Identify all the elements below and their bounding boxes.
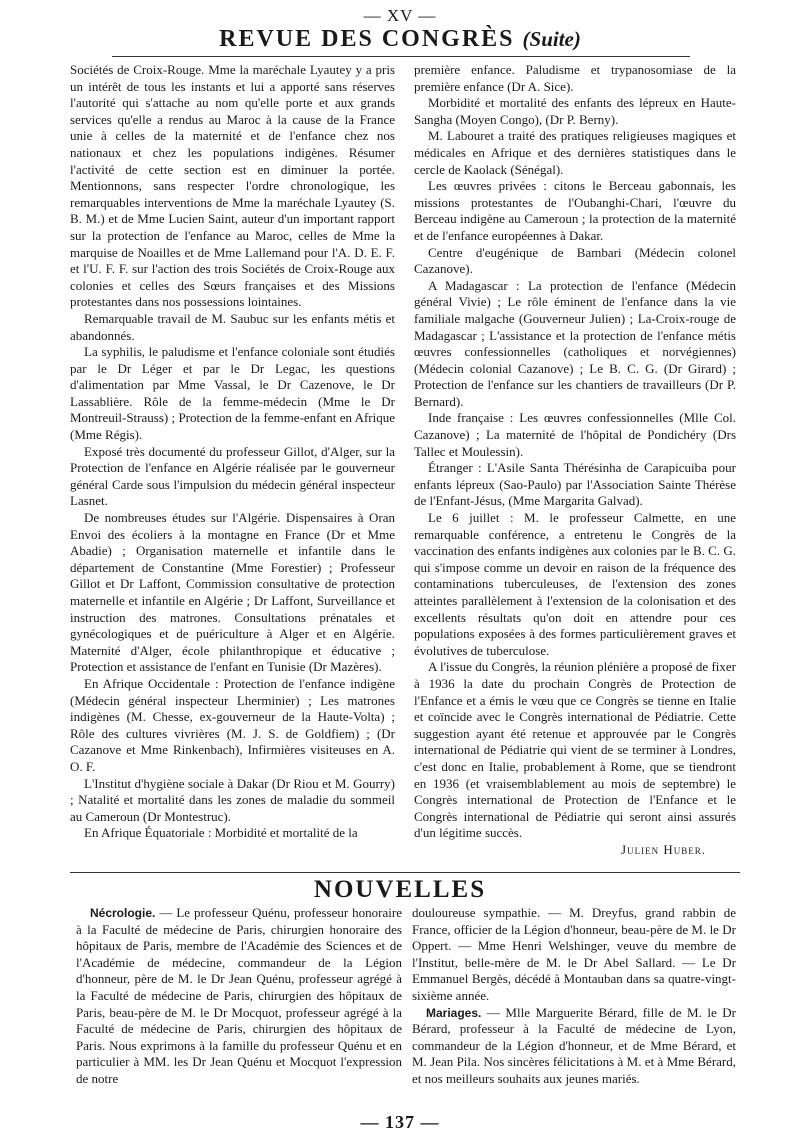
paragraph: La syphilis, le paludisme et l'enfance coloniale sont étudiés par le Dr Léger et par le Dr Legac, les questions d'alimentation par Mme Vassal, le Dr Cazenove, le Dr Lassablière. Rôle de la femme-médecin (Mme le Dr Montreuil-Strauss) ; Protection de la femme-enfant en Afrique (Mme Régis). — [70, 344, 395, 443]
paragraph: Sociétés de Croix-Rouge. Mme la maréchale Lyautey y a pris un intérêt de tous les instants et lui a apporté sans réserves l'autorité qui s'attache au nom qu'elle porte et aux grands services qu'elle a rendus au Maroc à la cause de la France unie à celles de la maternité et de l'enfance chez nos nationaux et chez les populations indigènes. Résumer l'activité de cette section est en diminuer la portée. Mentionnons, sans respecter l'ordre chronologique, les remarquables interventions de Mme la maréchale Lyautey (S. B. M.) et de Mme Lucien Saint, auteur d'un important rapport sur la protection de l'enfance au Maroc, celles de Mme la marquise de Noailles et de Mme Lallemand pour l'A. D. E. F. et l'U. F. F. sur l'action des trois Sociétés de Croix-Rouge aux colonies et celles des Sœurs françaises et des Missions protestantes dans nos possessions lointaines. — [70, 62, 395, 310]
author-signature: Julien Huber. — [621, 841, 706, 857]
nouvelles-left-column — [76, 905, 402, 1088]
paragraph: En Afrique Équatoriale : Morbidité et mortalité de la — [84, 825, 358, 841]
paragraph: En Afrique Occidentale : Protection de l'enfance indigène (Médecin général inspecteur Lherminier) ; Les matrones indigènes (M. Chesse, ex-gouverneur de la Haute-Volta) ; Rôle des cultures vivrières (M. J. S. de Goldfiem) ; (Dr Cazanove et Mme Rinkenbach), Infirmières visiteuses en A. O. F. — [70, 675, 395, 774]
paragraph: Exposé très documenté du professeur Gillot, d'Alger, sur la Protection de l'enfance en Algérie réalisée par le gouverneur général Carde sous l'impulsion du médecin général inspecteur Lasnet. — [70, 443, 395, 509]
paragraph: Le 6 juillet : M. le professeur Calmette, en une remarquable conférence, a entretenu le Congrès de la vaccination des enfants indigènes aux colonies par le B. C. G. qui s'impose comme un devoir en raison de la fréquence des contaminations tuberculeuses, de l'extension des zones atteintes parallèlement à l'extension de la colonisation et des excellents résultats qu'on doit en attendre pour ces populations exposées à des formes particulièrement graves et évolutives de tuberculose. — [414, 510, 736, 658]
necrologie-text: — Le professeur Quénu, professeur honoraire à la Faculté de médecine de Paris, chirurgien honoraire des hôpitaux de Paris, membre de l'Académie des Sciences et de l'Académie de médecine, commandeur de la Légion d'honneur, père de M. le Dr Jean Quénu, professeur agrégé à la Faculté de médecine de Paris, chirurgien des hôpitaux de Paris, beau-père de M. le Dr Mocquot, professeur agrégé à la Faculté de médecine de Paris, chirurgien des hôpitaux de Paris. Nous exprimons à la famille du professeur Quénu et en particulier à MM. les Dr Jean Quénu et Mocquot l'expression de notre — [76, 905, 402, 1086]
page-number-roman: — XV — — [363, 6, 437, 25]
paragraph: première enfance. Paludisme et trypanosomiase de la première enfance (Dr A. Sice). — [414, 62, 736, 94]
page-number: — 137 — — [360, 1112, 440, 1132]
paragraph: Remarquable travail de M. Saubuc sur les enfants métis et abandonnés. — [70, 310, 395, 343]
section-title-text: REVUE DES CONGRÈS — [219, 26, 515, 52]
nouvelles-right-column — [412, 905, 736, 1088]
paragraph: M. Labouret a traité des pratiques religieuses magiques et médicales en Afrique et des dernières statistiques dans le cercle de Kaolack (Sénégal). — [414, 128, 736, 177]
paragraph: A Madagascar : La protection de l'enfance (Médecin général Vivie) ; Le rôle éminent de l'enfance dans la vie familiale malgache (Gouverneur Julien) ; La-Croix-rouge de Madagascar ; L'assistance et la protection de l'enfance métis œuvres confessionnelles (catholiques et norvégiennes) (Médecin colonial Cazanove) ; Le B. C. G. (Dr Girard) ; Protection de l'enfance sur les chantiers de travailleurs (Dr P. Bernard). — [414, 277, 736, 409]
mariages-paragraph — [412, 1005, 736, 1088]
section-divider — [70, 872, 740, 873]
mariages-heading: Mariages. — [426, 1005, 482, 1020]
paragraph: Centre d'eugénique de Bambari (Médecin colonel Cazanove). — [414, 244, 736, 277]
necrologie-continued: douloureuse sympathie. — M. Dreyfus, grand rabbin de France, officier de la Légion d'honneur, beau-père de M. le Dr Oppert. — Mme Henri Welshinger, veuve du membre de l'Institut, belle-mère de M. le Dr Abel Sallard. — Le Dr Emmanuel Bergès, décédé à Montauban dans sa quatre-vingt-sixième année. — [412, 905, 736, 1003]
mariages-text: — Mlle Marguerite Bérard, fille de M. le Dr Bérard, professeur à la Faculté de médecine de Lyon, commandeur de la Légion d'honneur, et de Mme Bérard, et M. Jean Pila. Nos sincères félicitations à M. et à Mme Bérard, et nos meilleurs souhaits aux jeunes mariés. — [412, 1004, 736, 1086]
section-title-suite: (Suite) — [522, 27, 581, 51]
paragraph: Les œuvres privées : citons le Berceau gabonnais, les missions protestantes de l'Oubanghi-Chari, l'œuvre du Berceau indigène au Cameroun ; la protection de la maternité et de l'enfance européennes à Dakar. — [414, 178, 736, 243]
nouvelles-title: NOUVELLES — [313, 876, 487, 903]
paragraph: De nombreuses études sur l'Algérie. Dispensaires à Oran Envoi des écoliers à la montagne en France (Dr et Mme Abadie) ; Organisation maternelle et infantile dans le département de Constantine (Mme Forestier) ; Professeur Gillot et Dr Laffont, Commission consultative de protection maternelle et infantile en Algérie ; Dr Laffont, Surveillance et instruction des matrones. Consultations prénatales et gynécologiques et de puériculture à Alger et en Algérie. Maternité d'Alger, école philanthropique et éducative ; Protection et assistance de l'enfant en Tunisie (Dr Mazères). — [70, 510, 395, 675]
paragraph: Morbidité et mortalité des enfants des lépreux en Haute-Sangha (Moyen Congo), (Dr P. Berny). — [414, 95, 736, 127]
paragraph: A l'issue du Congrès, la réunion plénière a proposé de fixer à 1936 la date du prochain Congrès de Protection de l'Enfance et a émis le vœu que ce Congrès se tienne en Italie et coïncide avec le Congrès international de Pédiatrie. Cette suggestion ayant été retenue et approuvée par le Congrès international de Pédiatrie qui vient de se terminer à Londres, c'est donc en Italie, probablement à Rome, que se tiendront en 1936 (et vraisemblablement au mois de septembre) le Congrès international de Protection de l'Enfance et le Congrès international de Pédiatrie qui seront ainsi assurés d'un légitime succès. — [414, 659, 736, 841]
paragraph: L'Institut d'hygiène sociale à Dakar (Dr Riou et M. Gourry) ; Natalité et mortalité dans les zones de maladie du sommeil au Cameroun (Dr Montestruc). — [70, 775, 395, 824]
right-article-column — [414, 62, 736, 859]
necrologie-heading: Nécrologie. — [90, 906, 156, 920]
left-article-column — [70, 62, 395, 842]
paragraph: Étranger : L'Asile Santa Thérésinha de Carapicuiba pour enfants lépreux (Sao-Paulo) par l'Association Sainte Thérèse de l'Enfant-Jésus, (Mme Margarita Galvad). — [414, 460, 736, 509]
necrologie-paragraph — [76, 905, 402, 1088]
section-title — [0, 26, 800, 53]
header-divider — [112, 56, 690, 57]
paragraph: Inde française : Les œuvres confessionnelles (Mlle Col. Cazanove) ; La maternité de l'hôpital de Pondichéry (Drs Tallec et Moulessin). — [414, 410, 736, 459]
